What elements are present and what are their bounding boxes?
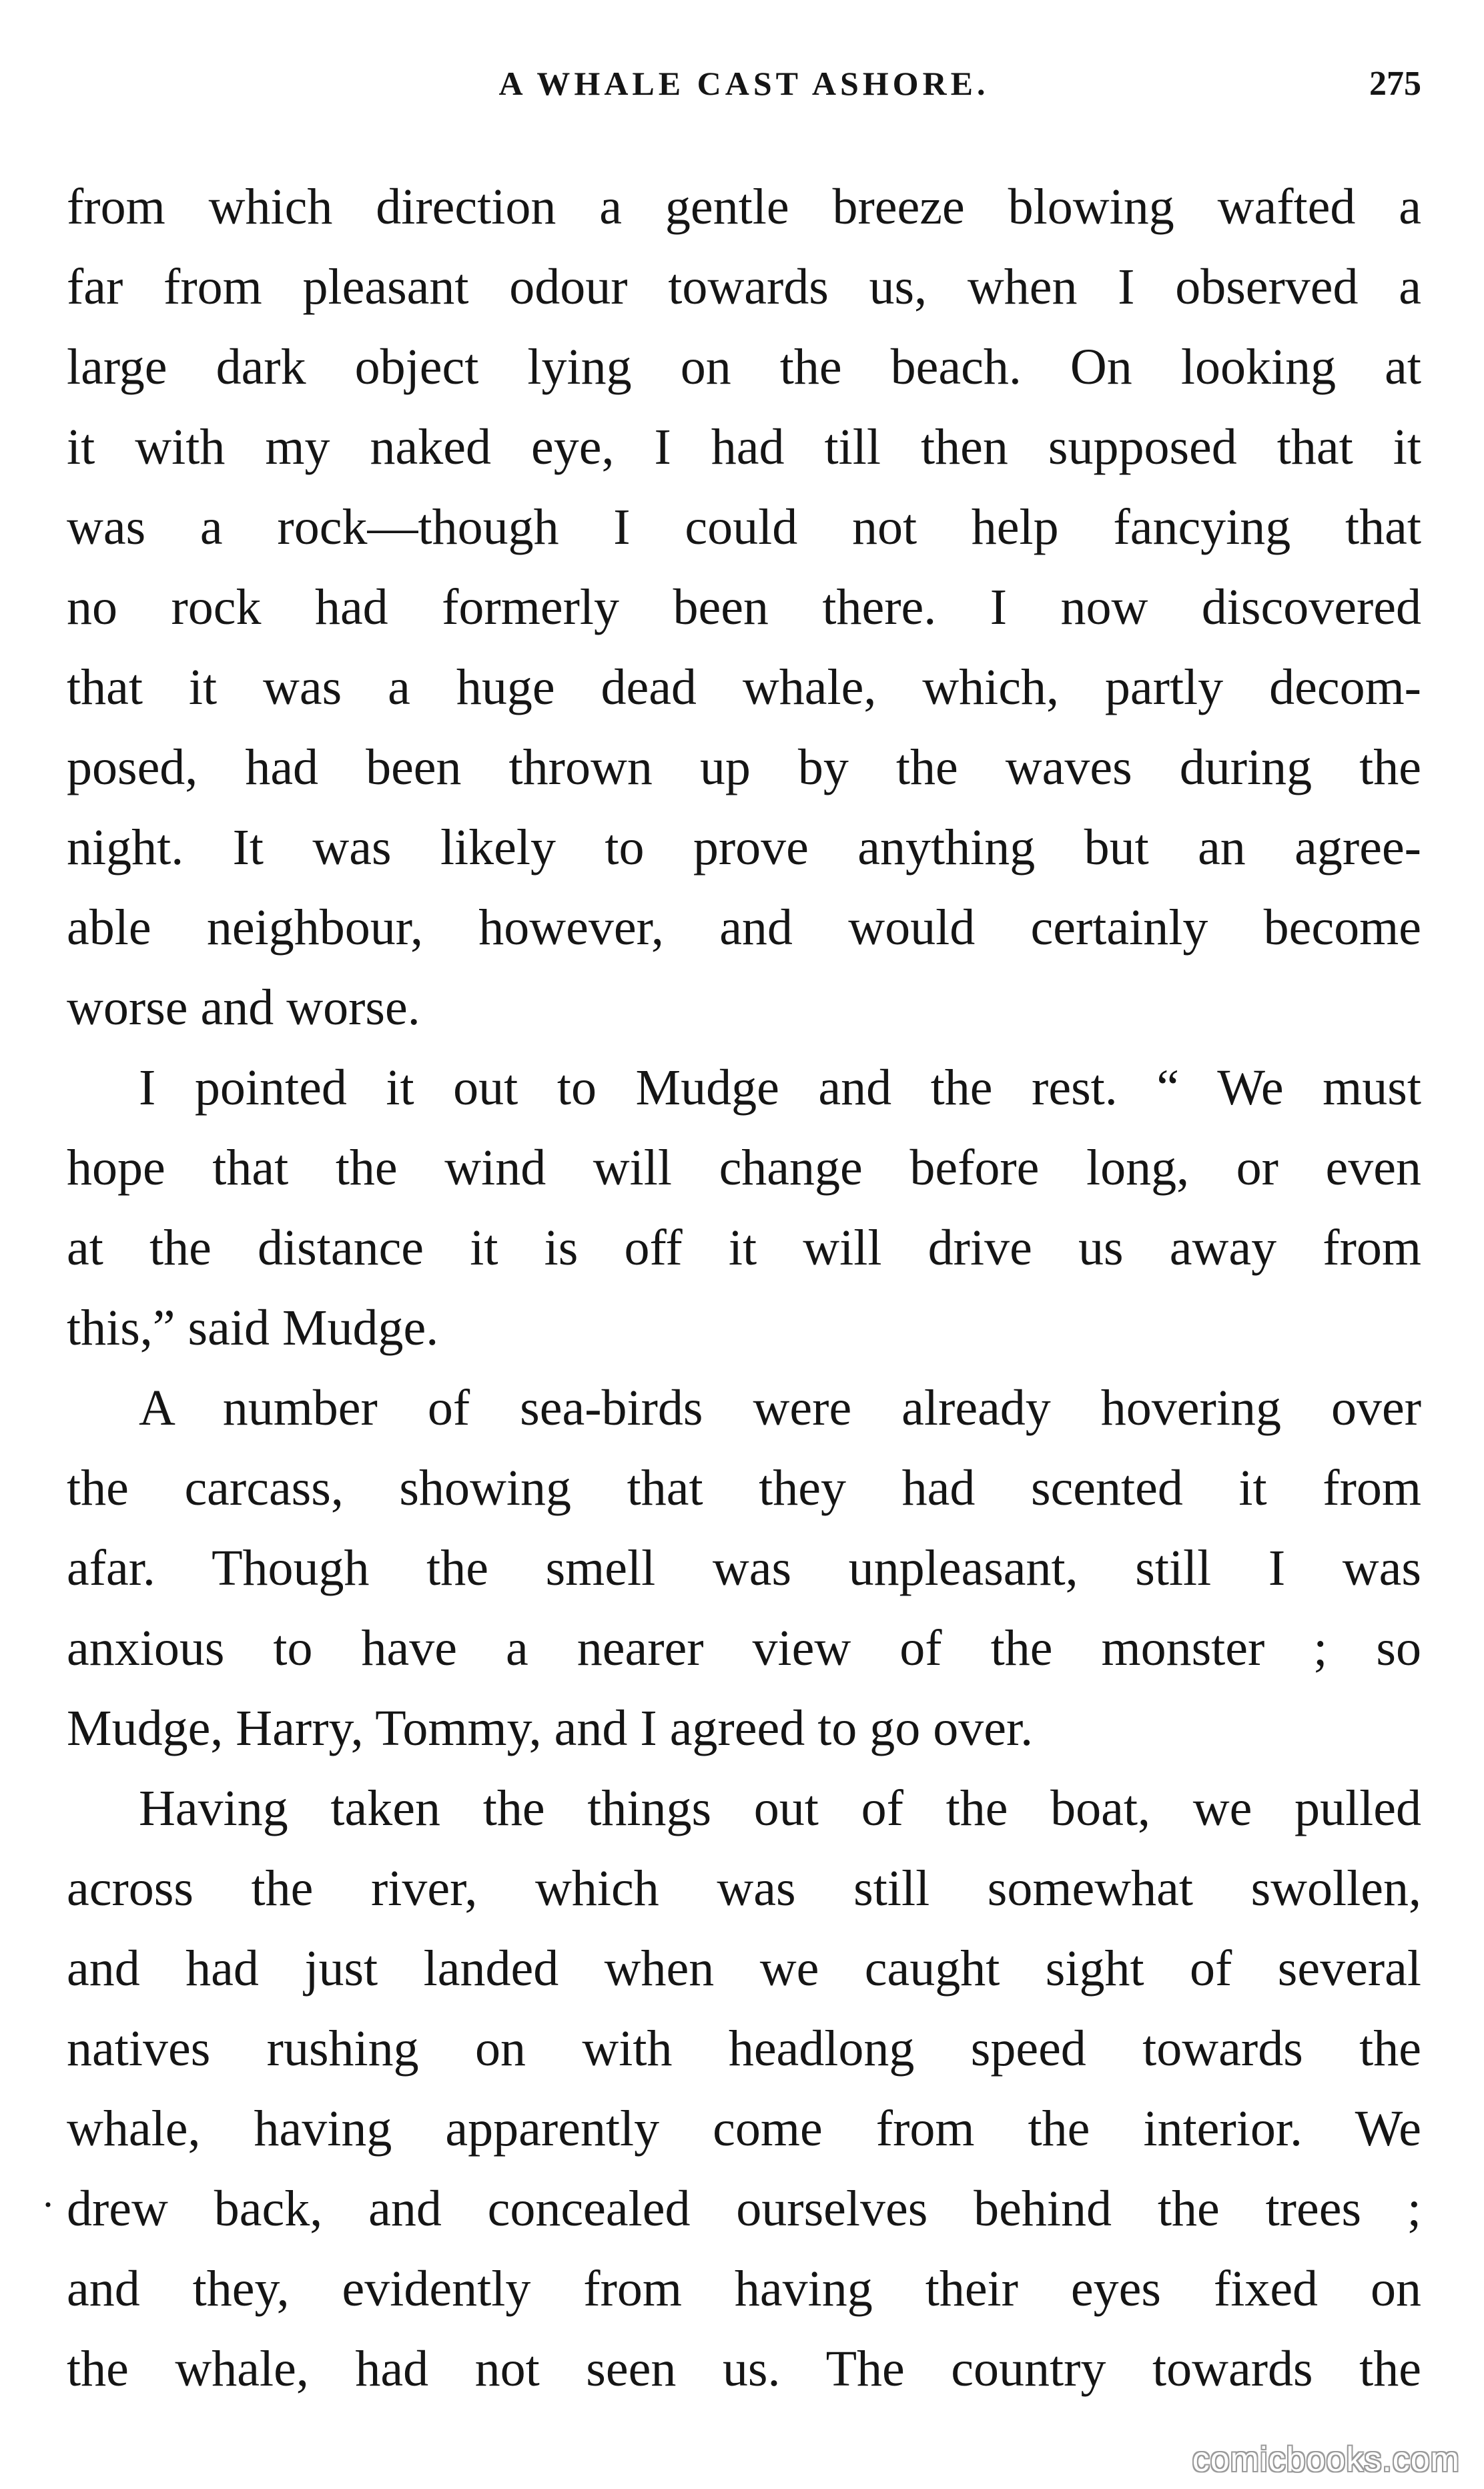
running-title: A WHALE CAST ASHORE. [498, 65, 990, 102]
text-line: drew back, and concealed ourselves behind the trees ; [67, 2181, 1421, 2237]
text-line: and they, evidently from having their eyes fixed on [67, 2261, 1421, 2317]
text-line: posed, had been thrown up by the waves during the [67, 739, 1421, 795]
text-line: no rock had formerly been there. I now discovered [67, 579, 1421, 635]
text-line: able neighbour, however, and would certainly become [67, 900, 1421, 956]
text-line: worse and worse. [67, 980, 420, 1036]
text-line: A number of sea-birds were already hovering over [139, 1380, 1421, 1436]
text-line: was a rock—though I could not help fancying that [67, 499, 1421, 555]
text-line: I pointed it out to Mudge and the rest. “ We must [139, 1060, 1421, 1116]
text-line: whale, having apparently come from the interior. We [67, 2101, 1421, 2157]
text-line: hope that the wind will change before long, or even [67, 1140, 1421, 1196]
text-line: Having taken the things out of the boat, we pulled [139, 1780, 1421, 1836]
text-line: far from pleasant odour towards us, when I observed a [67, 259, 1421, 315]
text-line: afar. Though the smell was unpleasant, still I was [67, 1540, 1421, 1596]
text-line: anxious to have a nearer view of the monster ; so [67, 1620, 1421, 1676]
text-line: the carcass, showing that they had scented it from [67, 1460, 1421, 1516]
text-line: large dark object lying on the beach. On looking at [67, 339, 1421, 395]
text-line: night. It was likely to prove anything but an agree- [67, 819, 1421, 875]
text-line: that it was a huge dead whale, which, partly decom- [67, 659, 1421, 715]
text-line: from which direction a gentle breeze blowing wafted a [67, 179, 1421, 235]
text-line: the whale, had not seen us. The country towards the [67, 2341, 1421, 2397]
text-line: natives rushing on with headlong speed towards the [67, 2021, 1421, 2077]
text-line: Mudge, Harry, Tommy, and I agreed to go over. [67, 1700, 1034, 1756]
text-line: this,” said Mudge. [67, 1300, 439, 1356]
watermark: comicbooks.com [1192, 2440, 1460, 2479]
text-line: at the distance it is off it will drive us away from [67, 1220, 1421, 1276]
body-text [67, 167, 1421, 2409]
text-line: it with my naked eye, I had till then supposed that it [67, 419, 1421, 475]
margin-mark: · [41, 2183, 55, 2227]
page-number: 275 [1369, 65, 1421, 103]
running-head [67, 64, 1421, 117]
text-line: and had just landed when we caught sight of several [67, 1940, 1421, 1997]
text-line: across the river, which was still somewhat swollen, [67, 1860, 1421, 1916]
